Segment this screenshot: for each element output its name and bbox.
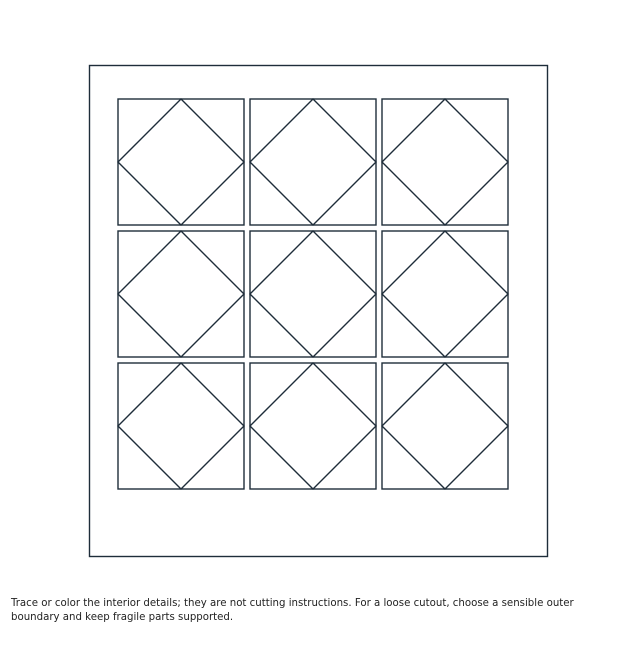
quilt-blocks: [118, 99, 508, 489]
block-diamond-outline: [250, 363, 376, 489]
quilt-block-r1-c1: [118, 99, 244, 225]
block-diamond-outline: [118, 363, 244, 489]
block-square-outline: [382, 363, 508, 489]
quilt-block-r3-c2: [250, 363, 376, 489]
quilt-block-r2-c1: [118, 231, 244, 357]
quilt-block-r2-c3: [382, 231, 508, 357]
quilt-block-r3-c1: [118, 363, 244, 489]
block-diamond-outline: [382, 231, 508, 357]
quilt-block-r3-c3: [382, 363, 508, 489]
block-square-outline: [250, 363, 376, 489]
block-diamond-outline: [250, 231, 376, 357]
block-diamond-outline: [250, 99, 376, 225]
quilt-block-r1-c3: [382, 99, 508, 225]
block-square-outline: [118, 363, 244, 489]
block-square-outline: [382, 231, 508, 357]
block-square-outline: [250, 99, 376, 225]
quilt-block-r2-c2: [250, 231, 376, 357]
block-diamond-outline: [118, 231, 244, 357]
instruction-caption: Trace or color the interior details; they are not cutting instructions. For a loose cutout, choose a sensible outer boundary and keep fragile parts supported.: [11, 598, 574, 623]
block-diamond-outline: [118, 99, 244, 225]
quilt-block-r1-c2: [250, 99, 376, 225]
block-square-outline: [250, 231, 376, 357]
block-diamond-outline: [382, 99, 508, 225]
block-square-outline: [118, 99, 244, 225]
block-square-outline: [382, 99, 508, 225]
block-diamond-outline: [382, 363, 508, 489]
block-square-outline: [118, 231, 244, 357]
